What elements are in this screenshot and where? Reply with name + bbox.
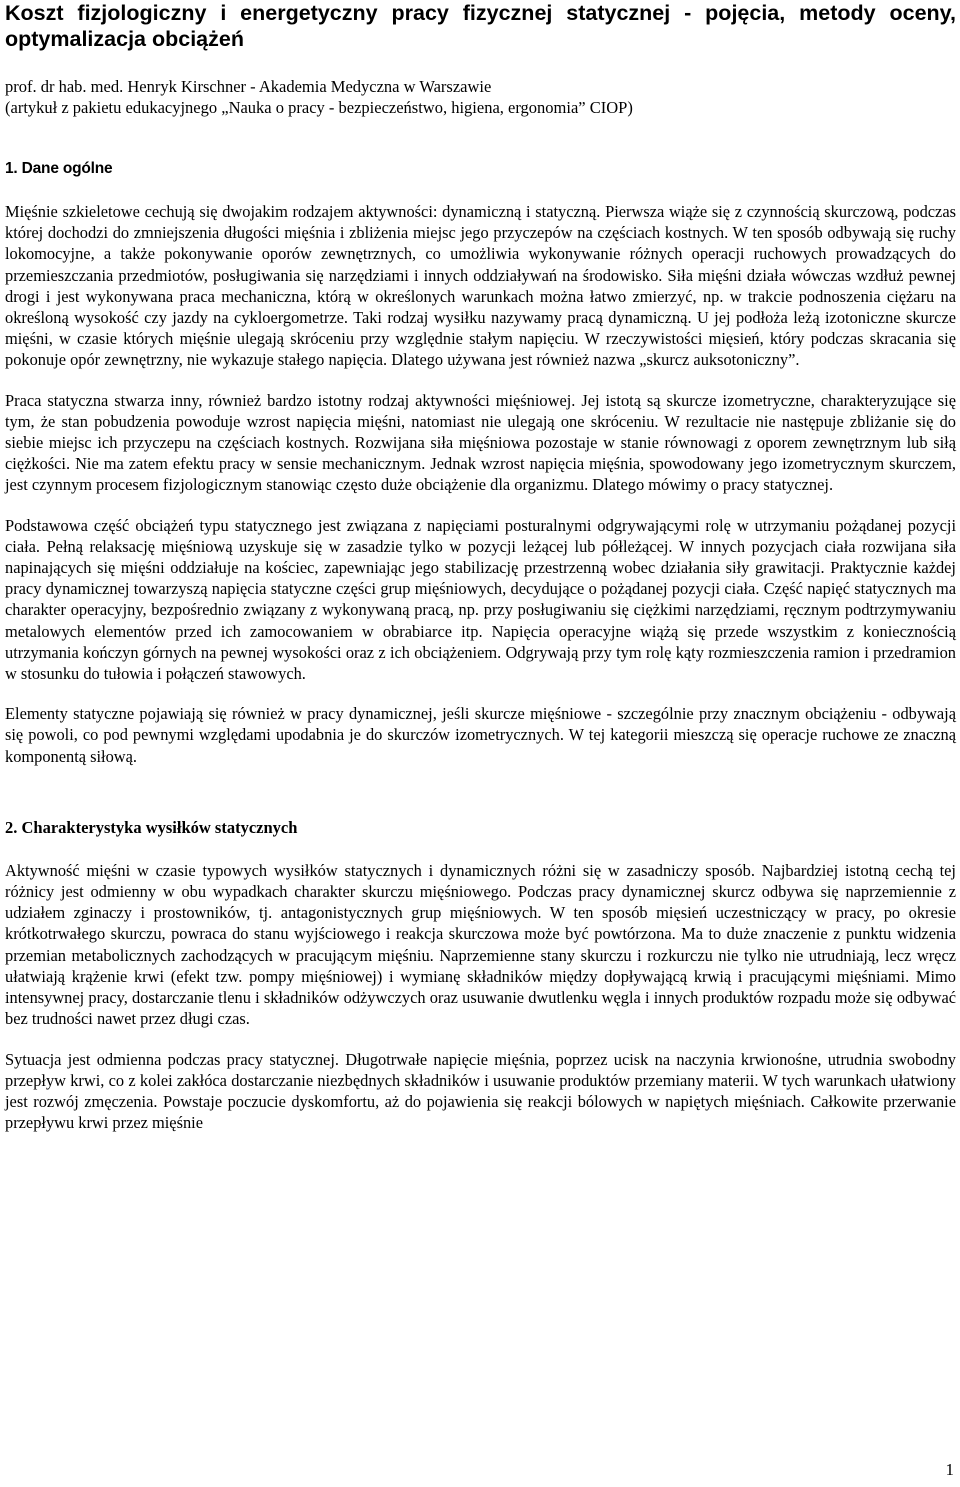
section-heading-dane-ogolne: 1. Dane ogólne bbox=[5, 160, 113, 177]
paragraph: Elementy statyczne pojawiają się również w pracy dynamicznej, jeśli skurcze mięśniowe - szczególnie przy znacznym obciążeniu - odbywają się powoli, co pod pewnymi względami upodabnia je do skurczów izometrycznych. W tej kategorii mieszczą się operacje ruchowe ze znaczną komponentą siłową. bbox=[5, 704, 956, 766]
paragraph: Sytuacja jest odmienna podczas pracy statycznej. Długotrwałe napięcie mięśnia, poprzez ucisk na naczynia krwionośne, utrudnia swobodny przepływ krwi, co z kolei zakłóca dostarczanie niezbędnych składników i usuwanie produktów przemiany materii. W tych warunkach ułatwiony jest rozwój zmęczenia. Powstaje poczucie dyskomfortu, aż do pojawienia się reakcji bólowych w napiętych mięśniach. Całkowite przerwanie przepływu krwi przez mięśnie bbox=[5, 1049, 956, 1133]
paragraph: Podstawowa część obciążeń typu statycznego jest związana z napięciami posturalnymi odgrywającymi rolę w utrzymaniu pożądanej pozycji ciała. Pełną relaksację mięśniową uzyskuje się w zasadzie tylko w pozycji leżącej lub półleżącej. W innych pozycjach ciała rozwijana siła napinających się mięśni oddziałuje na kościec, zapewniając jego stabilizację przestrzenną wobec działania siły grawitacji. Praktycznie każdej pracy dynamicznej towarzyszą napięcia statyczne części grup mięśniowych, decydujące o pożądanej pozycji ciała. Część napięć statycznych ma charakter operacyjny, bezpośrednio związany z wykonywaną pracą, np. przy posługiwaniu się ciężkimi narzędziami, ręcznym podtrzymywaniu metalowych elementów przed ich zamocowaniem w obrabiarce itp. Napięcia operacyjne wiążą się przede wszystkim z koniecznością utrzymania kończyn górnych na pewnej wysokości oraz z ich obciążeniem. Odgrywają przy tym rolę kąty rozmieszczenia ramion i przedramion w stosunku do tułowia i połączeń stawowych. bbox=[5, 515, 956, 684]
document-page bbox=[5, 0, 956, 1133]
page-number: 1 bbox=[945, 1460, 954, 1479]
document-title: Koszt fizjologiczny i energetyczny pracy fizycznej statycznej - pojęcia, metody oceny, optymalizacja obciążeń bbox=[5, 1, 956, 51]
paragraph: Mięśnie szkieletowe cechują się dwojakim rodzajem aktywności: dynamiczną i statyczną. Pierwsza wiąże się z czynnością skurczową, podczas której dochodzi do zmniejszenia długości mięśnia i zbliżenia miejsc jego przyczepów na częściach kostnych. W ten sposób odbywają się ruchy lokomocyjne, a także pokonywanie oporów zewnętrznych, co umożliwia wykonywanie różnych operacji ruchowych prowadzących do przemieszczania przedmiotów, posługiwania się narzędziami i innych oddziaływań na środowisko. Siła mięśni działa wówczas wzdłuż pewnej drogi i jest wykonywana praca mechaniczna, którą w określonych warunkach można łatwo zmierzyć, np. w trakcie podnoszenia ciężaru na określoną wysokość czy jazdy na cykloergometrze. Taki rodzaj wysiłku nazywamy pracą dynamiczną. U jej podłoża leżą izotoniczne skurcze mięśni, w czasie których mięśnie ulegają skróceniu przy względnie stałym napięciu. W rzeczywistości mięsień, który podczas skracania się pokonuje opór zewnętrzny, nie wykazuje stałego napięcia. Dlatego używana jest również nazwa „skurcz auksotoniczny”. bbox=[5, 202, 956, 370]
author-line: prof. dr hab. med. Henryk Kirschner - Akademia Medyczna w Warszawie bbox=[5, 77, 492, 96]
section-heading-charakterystyka: 2. Charakterystyka wysiłków statycznych bbox=[5, 817, 298, 837]
paragraph: Praca statyczna stwarza inny, również bardzo istotny rodzaj aktywności mięśniowej. Jej istotą są skurcze izometryczne, charakteryzujące się tym, że stan pobudzenia powoduje wzrost napięcia mięśni, natomiast nie ulegają one skróceniu. W rezultacie nie następuje zbliżanie się do siebie miejsc ich przyczepu na częściach kostnych. Rozwijana siła mięśniowa pozostaje w stanie równowagi z oporem zewnętrznym lub siłą ciężkości. Nie ma zatem efektu pracy w sensie mechanicznym. Jednak wzrost napięcia mięśnia, spowodowany jego izometrycznym skurczem, jest czynnym procesem fizjologicznym stanowiąc często duże obciążenie dla organizmu. Dlatego mówimy o pracy statycznej. bbox=[5, 390, 956, 495]
source-line: (artykuł z pakietu edukacyjnego „Nauka o pracy - bezpieczeństwo, higiena, ergonomia” CIOP) bbox=[5, 98, 633, 117]
paragraph: Aktywność mięśni w czasie typowych wysiłków statycznych i dynamicznych różni się w zasadniczy sposób. Najbardziej istotną cechą tej różnicy jest odmienny w obu wypadkach charakter skurczu mięśniowego. Podczas pracy dynamicznej skurcz odbywa się naprzemiennie z udziałem zginaczy i prostowników, tj. antagonistycznych grup mięśniowych. W ten sposób mięsień uczestniczący w pracy, po okresie krótkotrwałego skurczu, powraca do stanu wyjściowego i reakcja skurczowa może być powtórzona. Ma to duże znaczenie z punktu widzenia przemian metabolicznych zachodzących w pracującym mięśniu. Naprzemienne stany skurczu i rozkurczu nie tylko nie utrudniają, lecz wręcz ułatwiają krążenie krwi (efekt tzw. pompy mięśniowej) i wymianę składników między dopływającą krwią i pracującymi mięśniami. Mimo intensywnej pracy, dostarczanie tlenu i składników odżywczych oraz usuwanie dwutlenku węgla i innych produktów rozpadu może się odbywać bez trudności nawet przez długi czas. bbox=[5, 860, 956, 1029]
